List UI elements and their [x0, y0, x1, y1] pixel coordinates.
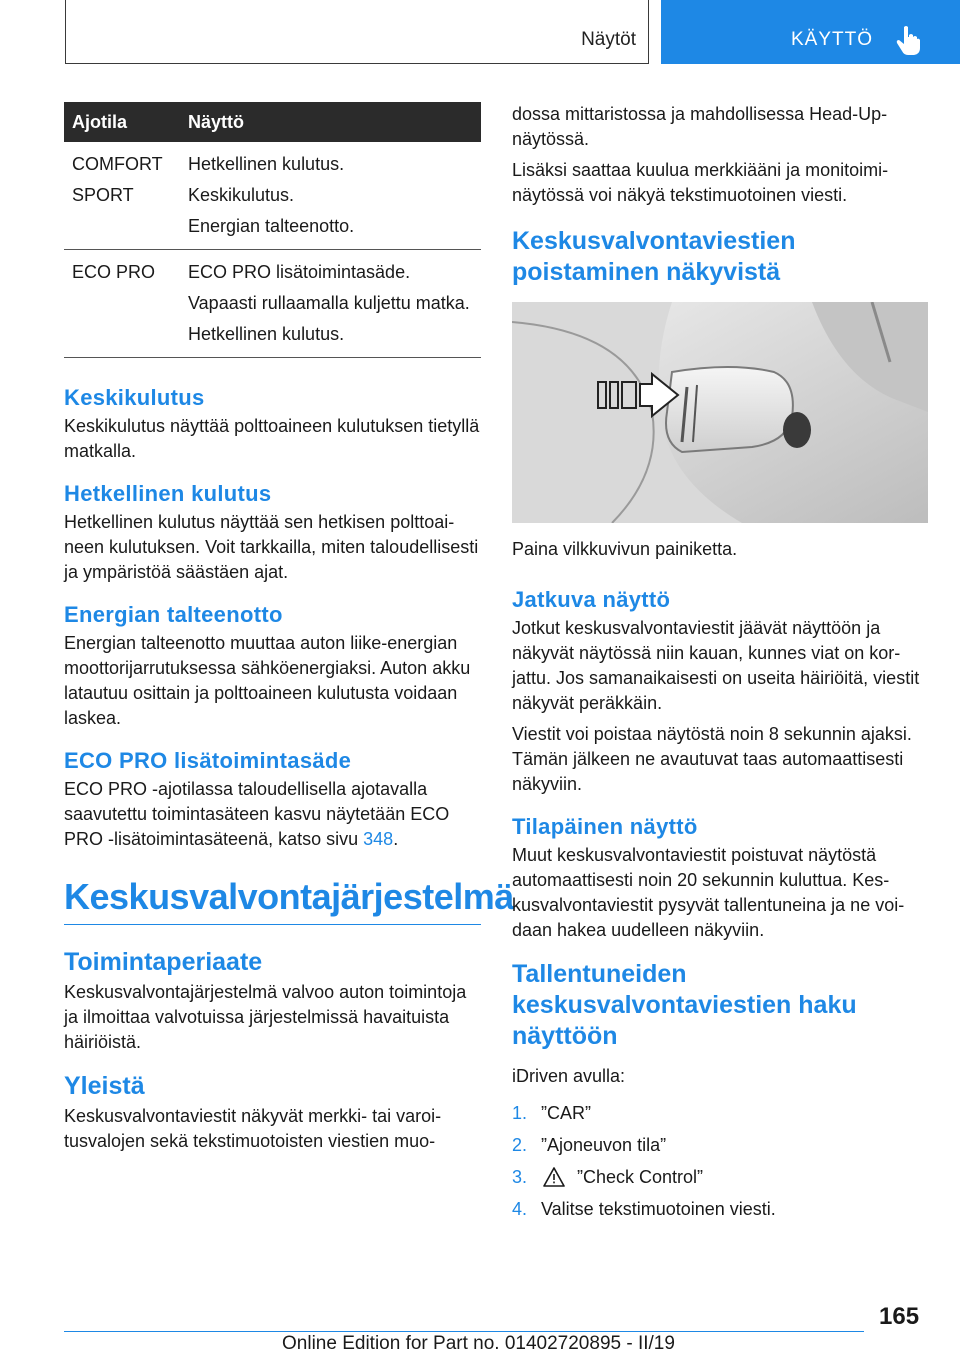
page-link-348[interactable]: 348	[363, 829, 394, 849]
step-number: 4.	[512, 1199, 528, 1219]
keskikulutus-heading: Keskikulutus	[64, 385, 205, 410]
table-row	[64, 250, 481, 358]
jatkuva-text-2: Viestit voi poistaa näytöstä noin 8 sekunnin ajaksi. Tämän jälkeen ne avautuvat taas automaattisesti näkyviin.	[512, 724, 912, 794]
step-number: 1.	[512, 1103, 528, 1123]
step-list	[512, 1101, 928, 1222]
hand-pointer-icon	[896, 25, 922, 55]
section-title: Näytöt	[581, 29, 636, 50]
tallentuneet-heading: Tallentuneiden keskusvalvontaviestien haku näyttöön	[512, 960, 857, 1050]
ecopro-text	[64, 777, 481, 852]
lever-drawing	[512, 302, 928, 523]
tilapainen-text: Muut keskusvalvontaviestit poistuvat näytöstä automaattisesti noin 20 sekunnin kuluttua. Keskusvalvontaviestit pysyvät tallentuneina ja ne voidaan hakea uudelleen näkyviin.	[512, 845, 905, 940]
list-item	[512, 1133, 928, 1158]
step-text: ”CAR”	[541, 1103, 591, 1123]
main-heading: Keskusvalvontajärjestelmä	[64, 876, 514, 917]
list-item	[512, 1101, 928, 1126]
table-header-naytto: Näyttö	[176, 102, 481, 142]
display-cell: Vapaasti rullaamalla kuljettu matka.	[188, 293, 470, 313]
signal-text: Lisäksi saattaa kuulua merkkiääni ja monitoiminäytössä voi näkyä tekstimuotoinen viesti.	[512, 160, 889, 205]
step-number: 3.	[512, 1167, 528, 1187]
idrive-text: iDriven avulla:	[512, 1066, 626, 1086]
poisto-heading: Keskusvalvontaviestien poistaminen näkyvistä	[512, 227, 796, 286]
jatkuva-text-1: Jotkut keskusvalvontaviestit jäävät näyttöön ja näkyvät näytössä niin kauan, kunnes viat on korjattu. Jos samanaikaisesti on useita häiriöitä, viestit näkyvät peräkkäin.	[512, 618, 920, 713]
step-text: ”Ajoneuvon tila”	[541, 1135, 667, 1155]
toimintaperiaate-heading: Toimintaperiaate	[64, 948, 263, 976]
step-number: 2.	[512, 1135, 528, 1155]
step-text: Valitse tekstimuotoinen viesti.	[541, 1199, 776, 1219]
display-cell: Hetkellinen kulutus.	[188, 324, 345, 344]
display-cell: ECO PRO lisätoimintasäde.	[188, 262, 411, 282]
step-text: ”Check Control”	[577, 1167, 704, 1187]
display-cell: Energian talteenotto.	[188, 216, 355, 236]
display-cell: Hetkellinen kulutus.	[188, 154, 345, 174]
toimintaperiaate-text: Keskusvalvontajärjestelmä valvoo auton toimintoja ja ilmoittaa valvotuissa järjestelmissä havaituista häiriöistä.	[64, 982, 467, 1052]
main-heading-block	[64, 876, 514, 925]
turn-signal-lever-illustration	[512, 302, 928, 523]
mode-display-table	[64, 102, 481, 358]
energian-text: Energian talteenotto muuttaa auton liike-energian moottorijarrutuksessa sähköenergiaksi. Auton akku latautuu osittain ja polttoaineen kulutusta voidaan laskea.	[64, 633, 471, 728]
table-row	[64, 142, 481, 250]
chapter-title: KÄYTTÖ	[791, 29, 874, 50]
energian-heading: Energian talteenotto	[64, 602, 283, 627]
header-chapter-tab	[661, 0, 960, 64]
keskikulutus-text: Keskikulutus näyttää polttoaineen kulutuksen tietyllä matkalla.	[64, 416, 480, 461]
list-item	[512, 1165, 928, 1190]
yleista-text: Keskusvalvontaviestit näkyvät merkki- tai varoitusvalojen sekä tekstimuotoisten viestien muo-	[64, 1106, 442, 1151]
list-item	[512, 1197, 928, 1222]
ecopro-text-main: ECO PRO -ajotilassa taloudellisella ajotavalla saavutettu toimintasäteen kasvu näytetään ECO PRO -lisätoimintasäteenä, katso sivu	[64, 779, 450, 849]
display-cell: Keskikulutus.	[188, 185, 295, 205]
mode-cell: COMFORT	[72, 154, 163, 174]
header-section-tab	[65, 0, 649, 64]
hetkellinen-heading: Hetkellinen kulutus	[64, 481, 272, 506]
ecopro-heading: ECO PRO lisätoimintasäde	[64, 748, 352, 773]
mode-cell: ECO PRO	[72, 262, 156, 282]
mode-cell: SPORT	[72, 185, 134, 205]
continued-text: dossa mittaristossa ja mahdollisessa Head-Up-näytössä.	[512, 104, 888, 149]
footer-edition: Online Edition for Part no. 01402720895 - II/19	[282, 1333, 675, 1354]
ecopro-text-end: .	[393, 829, 399, 849]
right-column	[512, 102, 928, 1229]
footer-divider	[64, 1331, 864, 1332]
table-header-ajotila: Ajotila	[64, 102, 176, 142]
warning-triangle-icon	[543, 1167, 565, 1187]
figure-caption: Paina vilkkuvivun painiketta.	[512, 539, 738, 559]
jatkuva-heading: Jatkuva näyttö	[512, 587, 671, 612]
hetkellinen-text: Hetkellinen kulutus näyttää sen hetkisen polttoaineen kulutuksen. Voit tarkkailla, miten taloudellisesti ja ympäristöä säästäen ajat.	[64, 512, 479, 582]
tilapainen-heading: Tilapäinen näyttö	[512, 814, 698, 839]
yleista-heading: Yleistä	[64, 1072, 145, 1100]
page-number: 165	[879, 1303, 920, 1330]
left-column	[64, 102, 514, 1154]
